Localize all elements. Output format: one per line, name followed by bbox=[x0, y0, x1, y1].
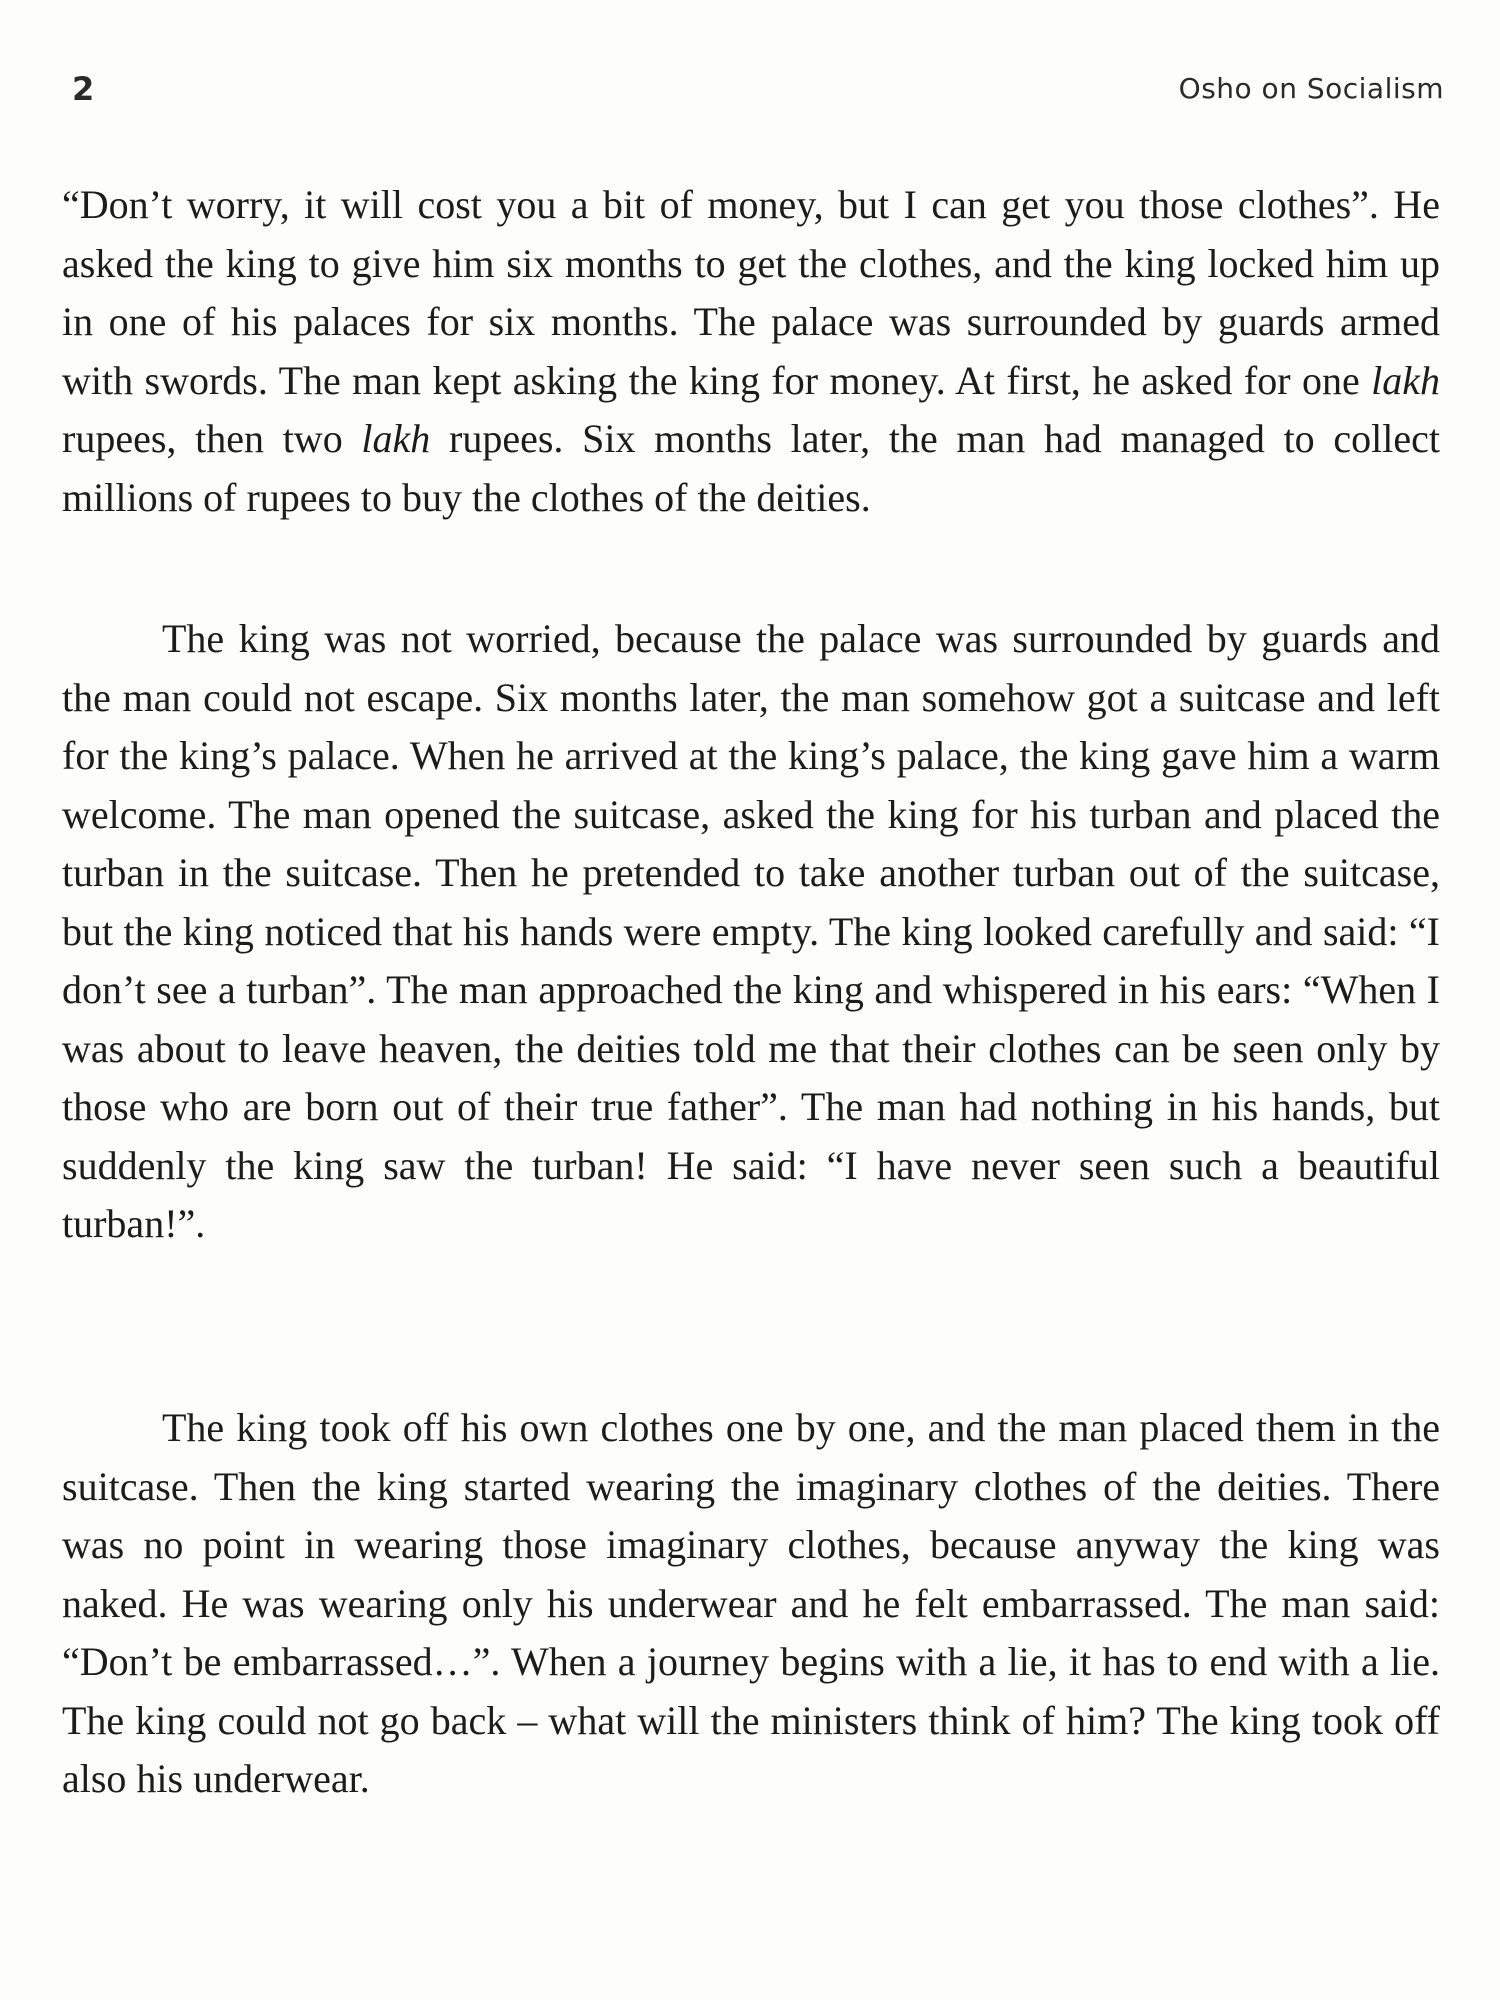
paragraph-1-text: “Don’t worry, it will cost you a bit of money, but I can get you those clothes”. He asked the king to give him six months to get the clothes, and the king locked him up in one of his palaces for six months. The palace was surrounded by guards armed with swords. The man kept asking the king for money. At first, he asked for one bbox=[62, 182, 1440, 403]
paragraph-3 bbox=[62, 1399, 1440, 1809]
paragraph-2 bbox=[62, 610, 1440, 1254]
paragraph-1-text: rupees, then two bbox=[62, 416, 362, 461]
italic-term-lakh: lakh bbox=[361, 416, 431, 461]
page-number: 2 bbox=[72, 70, 95, 108]
italic-term-lakh: lakh bbox=[1371, 357, 1440, 403]
paragraph-1 bbox=[62, 176, 1440, 527]
page-header bbox=[72, 70, 1444, 120]
paragraph-1-text: rupees. Six months later, the man had managed to collect millions of rupees to buy the clothes of the deities. bbox=[62, 416, 1440, 520]
running-title: Osho on Socialism bbox=[1178, 72, 1444, 105]
paragraph-2-text: The king was not worried, because the palace was surrounded by guards and the man could not escape. Six months later, the man somehow got a suitcase and left for the king’s palace. When he arrived at the king’s palace, the king gave him a warm welcome. The man opened the suitcase, asked the king for his turban and placed the turban in the suitcase. Then he pretended to take another turban out of the suitcase, but the king noticed that his hands were empty. The king looked carefully and said: “I don’t see a turban”. The man approached the king and whispered in his ears: “When I was about to leave heaven, the deities told me that their clothes can be seen only by those who are born out of their true father”. The man had nothing in his hands, but suddenly the king saw the turban! He said: “I have never seen such a beautiful turban!”. bbox=[62, 616, 1440, 1246]
paragraph-3-text: The king took off his own clothes one by one, and the man placed them in the suitcase. Then the king started wearing the imaginary clothes of the deities. There was no point in wearing those imaginary clothes, because anyway the king was naked. He was wearing only his underwear and he felt embarrassed. The man said: “Don’t be embarrassed…”. When a journey begins with a lie, it has to end with a lie. The king could not go back – what will the ministers think of him? The king took off also his underwear. bbox=[62, 1405, 1440, 1801]
